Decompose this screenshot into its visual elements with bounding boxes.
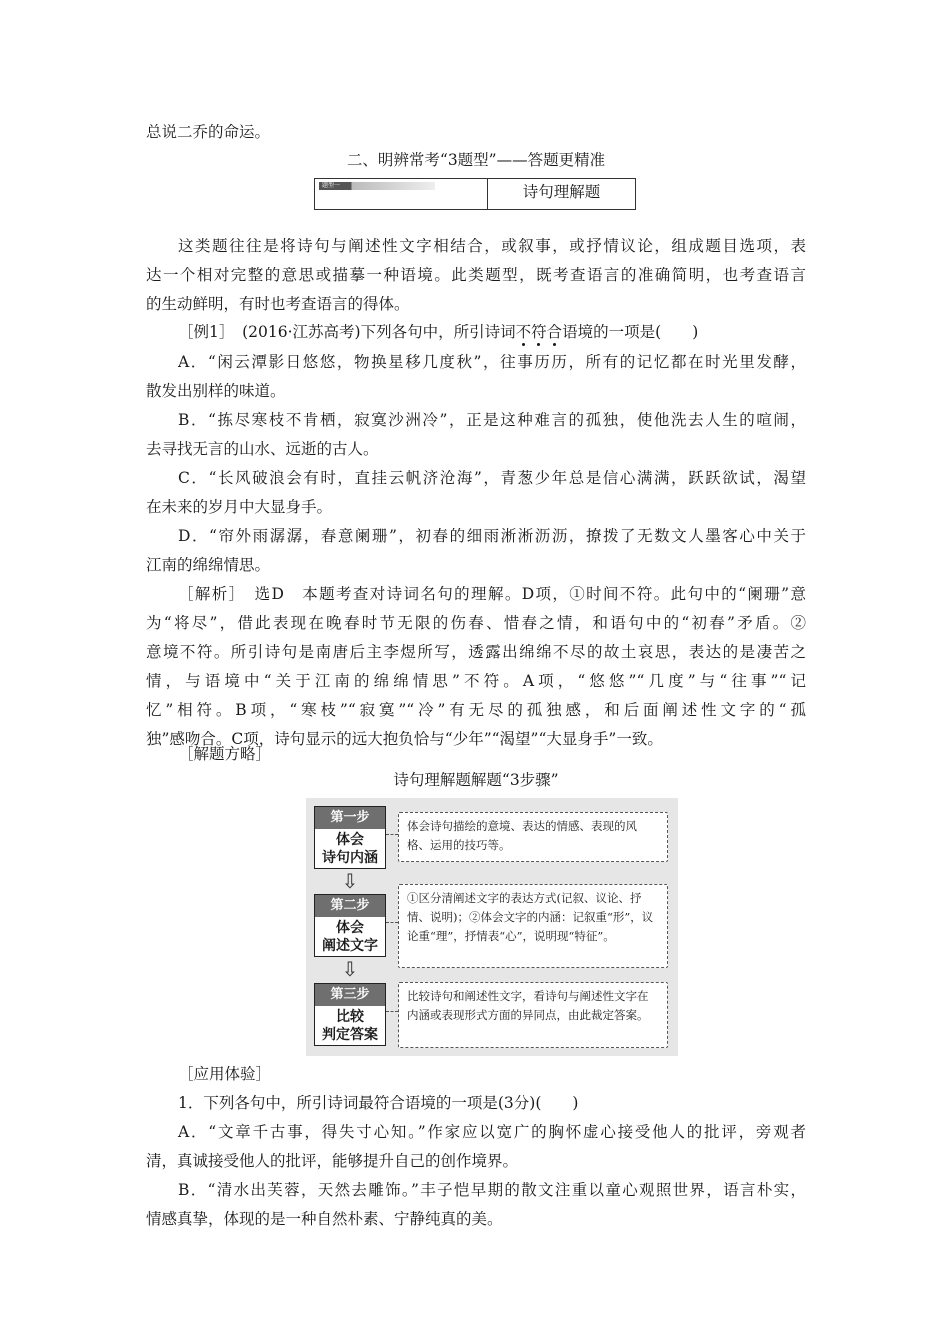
step-2-box <box>314 894 386 957</box>
question-type-box <box>314 178 636 210</box>
example-suffix: 语境的一项是( ) <box>562 323 699 341</box>
connector-line <box>386 834 398 835</box>
example-prefix: ［例1］ (2016·江苏高考)下列各句中，所引诗词 <box>178 323 516 341</box>
analysis-line: 意境不符。所引诗句是南唐后主李煜所写，透露出绵绵不尽的故土哀思，表达的是凄苦之 <box>146 643 806 661</box>
option-a-line: A．“闲云潭影日悠悠，物换星移几度秋”，往事历历，所有的记忆都在时光里发酵， <box>178 353 806 371</box>
step-2-head: 第二步 <box>315 895 385 917</box>
question-1: 1．下列各句中，所引诗词最符合语境的一项是(3分)( ) <box>178 1094 579 1112</box>
down-arrow-icon: ⇩ <box>341 957 359 981</box>
emphasis-char: 合 <box>546 323 563 341</box>
analysis-line: 为“将尽”，借此表现在晚春时节无限的伤春、惜春之情，和语句中的“初春”矛盾。② <box>146 614 806 632</box>
method-heading: ［解题方略］ <box>178 745 272 763</box>
down-arrow-icon: ⇩ <box>341 869 359 893</box>
paragraph-line: 达一个相对完整的意思或描摹一种语境。此类题型，既考查语言的准确简明，也考查语言 <box>146 266 806 284</box>
question-option-a-line: 清，真诚接受他人的批评，能够提升自己的创作境界。 <box>146 1152 519 1170</box>
analysis-line: ［解析］ 选D 本题考查对诗词名句的理解。D项，①时间不符。此句中的“阑珊”意 <box>178 585 806 603</box>
question-type-label: 诗句理解题 <box>522 183 601 201</box>
step-3-body: 比较 <box>336 1009 364 1025</box>
option-a-line: 散发出别样的味道。 <box>146 382 286 400</box>
emphasis-char: 不 <box>515 323 532 341</box>
option-c-line: C．“长风破浪会有时，直挂云帆济沧海”，青葱少年总是信心满满，跃跃欲试，渴望 <box>178 469 806 487</box>
emphasis-char: 符 <box>531 323 547 341</box>
step-1-head: 第一步 <box>315 807 385 829</box>
steps-diagram <box>306 798 678 1056</box>
step-3-body: 判定答案 <box>322 1027 378 1043</box>
question-type-tag: 题型一 <box>319 182 435 190</box>
step-2-body: 阐述文字 <box>322 938 378 954</box>
step-3-description: 比较诗句和阐述性文字，看诗句与阐述性文字在内涵或表现形式方面的异同点，由此裁定答案。 <box>398 982 668 1048</box>
question-option-b-line: 情感真挚，体现的是一种自然朴素、宁静纯真的美。 <box>146 1210 503 1228</box>
text-line: 总说二乔的命运。 <box>146 123 271 141</box>
step-2-body: 体会 <box>336 920 364 936</box>
analysis-line: 情，与语境中“关于江南的绵绵情思”不符。A项，“悠悠”“几度”与“往事”“记 <box>146 672 806 690</box>
step-1-box <box>314 806 386 869</box>
option-b-line: 去寻找无言的山水、远逝的古人。 <box>146 440 379 458</box>
option-d-line: 江南的绵绵情思。 <box>146 556 271 574</box>
section-title: 二、明辨常考“3题型”——答题更精准 <box>346 151 606 169</box>
paragraph-line: 的生动鲜明，有时也考查语言的得体。 <box>146 295 410 313</box>
connector-line <box>386 922 398 923</box>
step-2-description: ①区分清阐述文字的表达方式(记叙、议论、抒情、说明)；②体会文字的内涵：记叙重“形”，议论重“理”，抒情表“心”，说明现“特征”。 <box>398 884 668 968</box>
apply-heading: ［应用体验］ <box>178 1065 272 1083</box>
option-d-line: D．“帘外雨潺潺，春意阑珊”，初春的细雨淅淅沥沥，撩拨了无数文人墨客心中关于 <box>178 527 806 545</box>
analysis-line: 独”感吻合。C项，诗句显示的远大抱负恰与“少年”“渴望”“大显身手”一致。 <box>146 730 663 748</box>
example-heading <box>178 322 698 342</box>
question-option-b-line: B．“清水出芙蓉，天然去雕饰。”丰子恺早期的散文注重以童心观照世界，语言朴实， <box>178 1181 806 1199</box>
paragraph-line: 这类题往往是将诗句与阐述性文字相结合，或叙事，或抒情议论，组成题目选项，表 <box>178 237 806 255</box>
step-3-head: 第三步 <box>315 984 385 1006</box>
option-c-line: 在未来的岁月中大显身手。 <box>146 498 333 516</box>
connector-line <box>386 1011 398 1012</box>
diagram-title: 诗句理解题解题“3步骤” <box>393 771 559 789</box>
step-1-body: 体会 <box>336 832 364 848</box>
question-option-a-line: A．“文章千古事，得失寸心知。”作家应以宽广的胸怀虚心接受他人的批评，旁观者 <box>178 1123 806 1141</box>
step-3-box <box>314 983 386 1046</box>
step-1-body: 诗句内涵 <box>322 850 378 866</box>
analysis-line: 忆”相符。B项，“寒枝”“寂寞”“冷”有无尽的孤独感，和后面阐述性文字的“孤 <box>146 701 806 719</box>
option-b-line: B．“拣尽寒枝不肯栖，寂寞沙洲冷”，正是这种难言的孤独，使他洗去人生的喧闹， <box>178 411 806 429</box>
step-1-description: 体会诗句描绘的意境、表达的情感、表现的风格、运用的技巧等。 <box>398 812 668 862</box>
